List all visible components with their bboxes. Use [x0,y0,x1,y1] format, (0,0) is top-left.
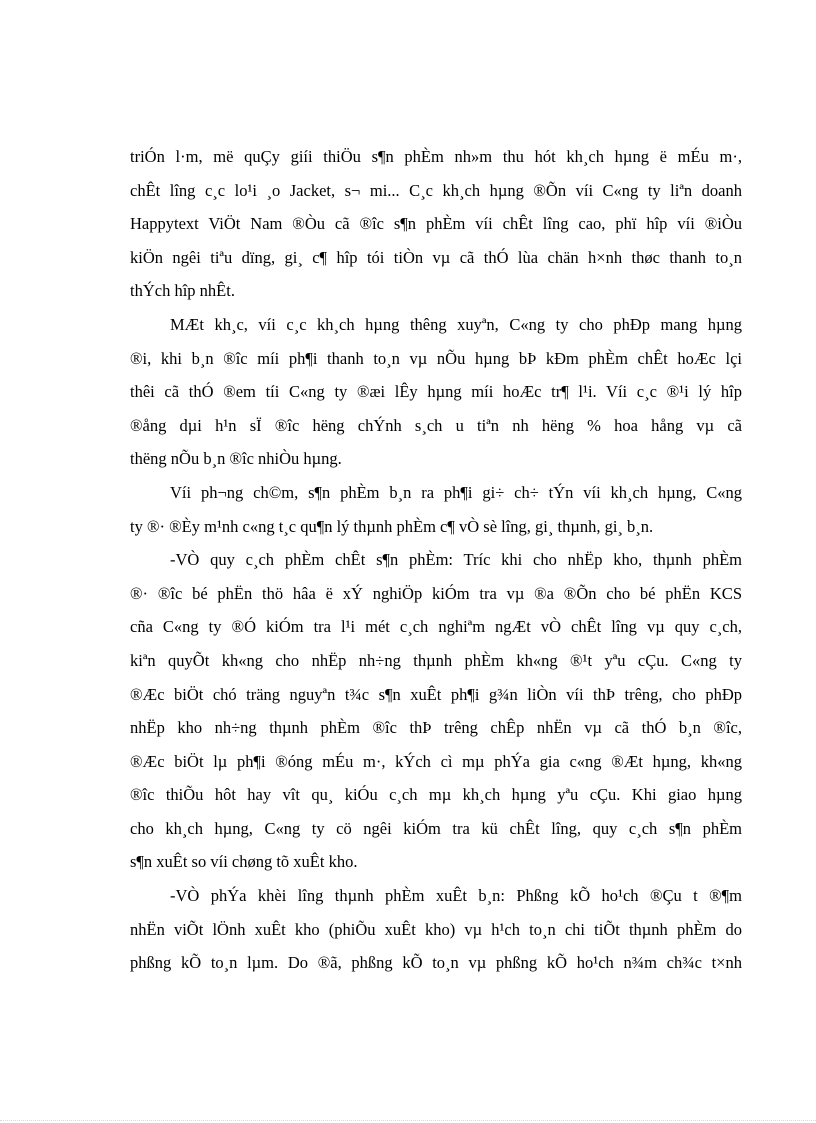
text-line: thÝch hîp nhÊt. [130,281,235,301]
text-line: ®Æc biÖt lµ ph¶i ®óng mÉu m·, kÝch cì mµ phÝa gia c«ng ®Æt hµng, kh«ng [130,751,742,771]
text-line: nhËp kho nh÷ng thµnh phÈm ®îc thÞ trêng chÊp nhËn vµ cã thÓ b¸n ®îc, [130,718,742,738]
text-line: ty ®· ®Èy m¹nh c«ng t¸c qu¶n lý thµnh phÈm c¶ vÒ sè lîng, gi¸ thµnh, gi¸ b¸n. [130,516,654,536]
text-line: ®· ®îc bé phËn thö hâa ë xÝ nghiÖp kiÓm tra vµ ®a ®Õn cho bé phËn KCS [130,583,742,603]
page-bottom-divider [0,1120,816,1121]
body-text [130,140,742,980]
text-line: -VÒ phÝa khèi lîng thµnh phÈm xuÊt b¸n: Phßng kÕ ho¹ch ®Çu t ®¶m [170,886,742,906]
text-line: nhËn viÕt lÖnh xuÊt kho (phiÕu xuÊt kho) vµ h¹ch to¸n chi tiÕt thµnh phÈm do [130,919,742,939]
paragraph-3 [130,476,742,543]
paragraph-2 [130,308,742,476]
text-line: thêi cã thÓ ®em tíi C«ng ty ®æi lÊy hµng míi hoÆc tr¶ l¹i. Víi c¸c ®¹i lý hîp [130,382,742,402]
text-line: triÓn l·m, më quÇy giíi thiÖu s¶n phÈm nh»m thu hót kh¸ch hµng ë mÉu m·, [130,147,742,166]
text-line: cña C«ng ty ®Ó kiÓm tra l¹i mét c¸ch nghiªm ngÆt vÒ chÊt lîng vµ quy c¸ch, [130,617,742,637]
text-line: chÊt lîng c¸c lo¹i ¸o Jacket, s¬ mi... C¸c kh¸ch hµng ®Õn víi C«ng ty liªn doanh [130,180,742,200]
text-line: cho kh¸ch hµng, C«ng ty cö ngêi kiÓm tra kü chÊt lîng, quy c¸ch s¶n phÈm [130,818,742,838]
paragraph-4 [130,543,742,879]
text-line: s¶n xuÊt so víi chøng tõ xuÊt kho. [130,852,358,872]
text-line: ®ång dµi h¹n sÏ ®îc hëng chÝnh s¸ch u tiªn nh hëng % hoa hång vµ cã [130,415,742,435]
paragraph-1 [130,140,742,308]
text-line: thëng nÕu b¸n ®îc nhiÒu hµng. [130,449,342,469]
text-line: Happytext ViÖt Nam ®Òu cã ®îc s¶n phÈm víi chÊt lîng cao, phï hîp víi ®iÒu [130,214,742,234]
text-line: kiÖn ngêi tiªu dïng, gi¸ c¶ hîp tói tiÒn vµ cã thÓ lùa chän h×nh thøc thanh to¸n [130,247,742,267]
text-line: phßng kÕ to¸n lµm. Do ®ã, phßng kÕ to¸n vµ phßng kÕ ho¹ch n¾m ch¾c t×nh [130,953,742,973]
text-line: kiªn quyÕt kh«ng cho nhËp nh÷ng thµnh phÈm kh«ng ®¹t yªu cÇu. C«ng ty [130,650,742,670]
text-line: ®îc thiÕu hôt hay vît qu¸ kiÓu c¸ch mµ kh¸ch hµng yªu cÇu. Khi giao hµng [130,785,742,805]
text-line: ®i, khi b¸n ®îc míi ph¶i thanh to¸n vµ nÕu hµng bÞ kÐm phÈm chÊt hoÆc lçi [130,348,742,368]
text-line: Víi ph¬ng ch©m, s¶n phÈm b¸n ra ph¶i gi÷ ch÷ tÝn víi kh¸ch hµng, C«ng [170,482,742,502]
paragraph-5 [130,879,742,980]
text-line: ®Æc biÖt chó träng nguyªn t¾c s¶n xuÊt ph¶i g¾n liÒn víi thÞ trêng, cho phÐp [130,684,742,704]
text-line: MÆt kh¸c, víi c¸c kh¸ch hµng thêng xuyªn, C«ng ty cho phÐp mang hµng [170,314,742,334]
text-line: -VÒ quy c¸ch phÈm chÊt s¶n phÈm: Tríc khi cho nhËp kho, thµnh phÈm [170,550,742,570]
